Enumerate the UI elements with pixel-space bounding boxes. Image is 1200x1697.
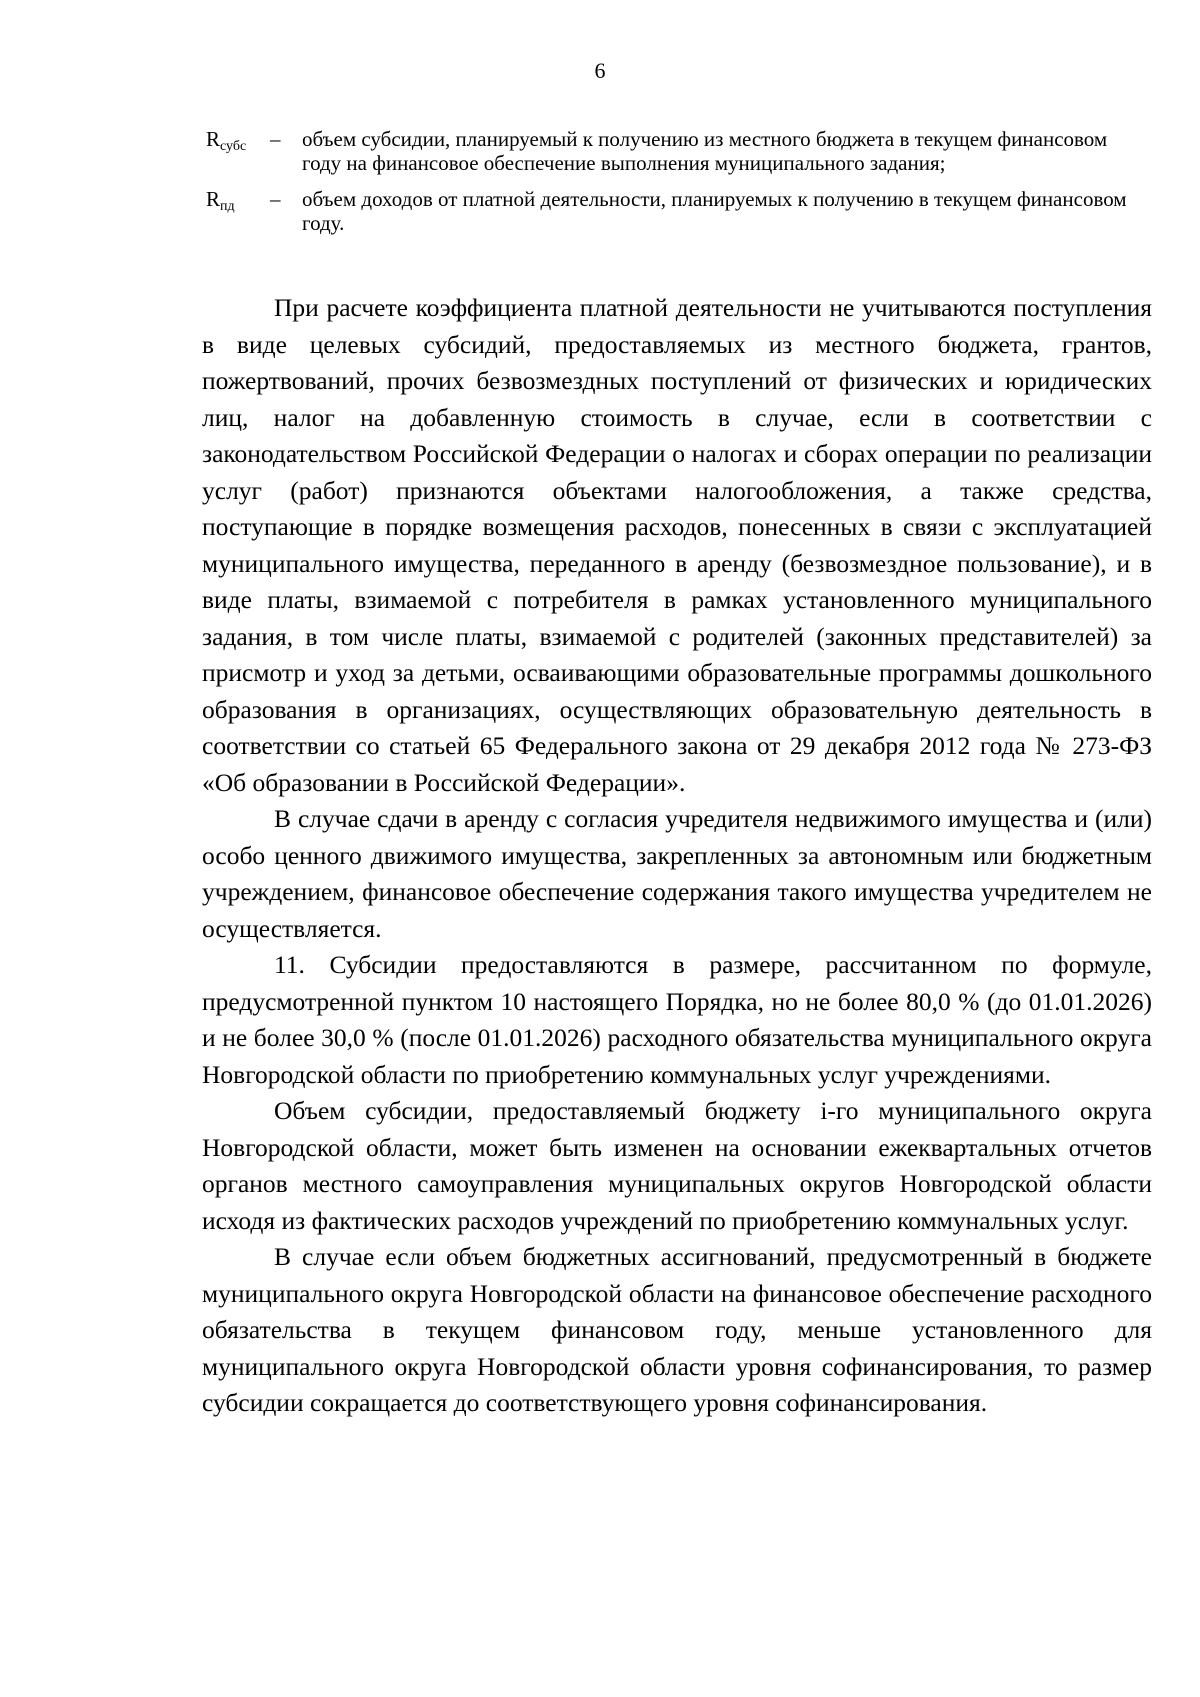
body-text bbox=[202, 290, 1152, 1422]
symbol-letter: R bbox=[206, 127, 221, 151]
definition-symbol bbox=[206, 187, 270, 219]
symbol-subscript: субс bbox=[220, 139, 247, 154]
definition-dash: – bbox=[270, 187, 281, 211]
paragraph-subsidy-adjustment: Объем субсидии, предоставляемый бюджету i-го муниципального округа Новгородской области, может быть изменен на основании ежеквартальных отчетов органов местного самоуправления муниципальных округов Новгородской области исходя из фактических расходов учреждений по приобретению коммунальных услуг. bbox=[202, 1096, 1152, 1235]
definition-r-pd bbox=[206, 187, 1151, 235]
paragraph-cofinancing-reduction: В случае если объем бюджетных ассигнований, предусмотренный в бюджете муниципального округа Новгородской области на финансовое обеспечение расходного обязательства в текущем финансовом году, меньше установленного для муниципального округа Новгородской области уровня софинансирования, то размер субсидии сокращается до соответствующего уровня софинансирования. bbox=[202, 1242, 1152, 1417]
definition-r-subs bbox=[206, 127, 1151, 175]
definitions-list bbox=[206, 127, 1151, 247]
definition-text: объем субсидии, планируемый к получению из местного бюджета в текущем финансовом году на финансовое обеспечение выполнения муниципального задания; bbox=[302, 127, 1108, 175]
page-number: 6 bbox=[594, 58, 606, 83]
symbol-letter: R bbox=[206, 187, 221, 211]
definition-dash: – bbox=[270, 127, 281, 151]
symbol-subscript: пд bbox=[220, 199, 235, 214]
definition-symbol bbox=[206, 127, 270, 159]
paragraph-lease-of-property: В случае сдачи в аренду с согласия учредителя недвижимого имущества и (или) особо ценного движимого имущества, закрепленных за автономным или бюджетным учреждением, финансовое обеспечение содержания такого имущества учредителем не осуществляется. bbox=[202, 804, 1152, 943]
paragraph-11-subsidy-size: 11. Субсидии предоставляются в размере, рассчитанном по формуле, предусмотренной пунктом 10 настоящего Порядка, но не более 80,0 % (до 01.01.2026) и не более 30,0 % (после 01.01.2026) расходного обязательства муниципального округа Новгородской области по приобретению коммунальных услуг учреждениями. bbox=[202, 950, 1152, 1089]
paragraph-paid-activity-exclusions: При расчете коэффициента платной деятельности не учитываются поступления в виде целевых субсидий, предоставляемых из местного бюджета, грантов, пожертвований, прочих безвозмездных поступлений от физических и юридических лиц, налог на добавленную стоимость в случае, если в соответствии с законодательством Российской Федерации о налогах и сборах операции по реализации услуг (работ) признаются объектами налогообложения, а также средства, поступающие в порядке возмещения расходов, понесенных в связи с эксплуатацией муниципального имущества, переданного в аренду (безвозмездное пользование), и в виде платы, взимаемой с потребителя в рамках установленного муниципального задания, в том числе платы, взимаемой с родителей (законных представителей) за присмотр и уход за детьми, осваивающими образовательные программы дошкольного образования в организациях, осуществляющих образовательную деятельность в соответствии со статьей 65 Федерального закона от 29 декабря 2012 года № 273-ФЗ «Об образовании в Российской Федерации». bbox=[202, 293, 1152, 797]
definition-text: объем доходов от платной деятельности, планируемых к получению в текущем финансовом году. bbox=[302, 187, 1127, 235]
